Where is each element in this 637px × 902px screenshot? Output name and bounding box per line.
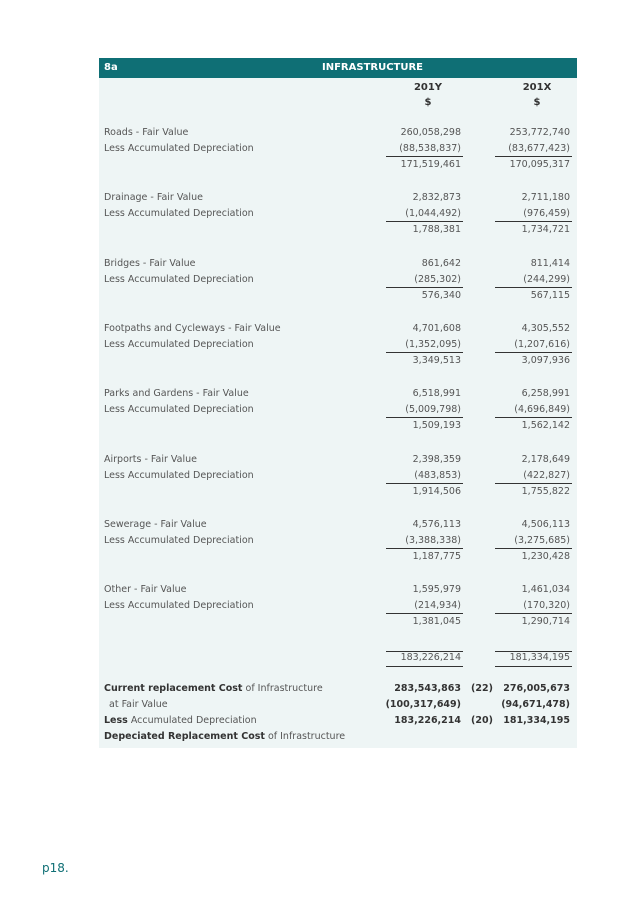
subtotal-rule: [495, 483, 572, 484]
net-value-prior: 1,290,714: [521, 616, 570, 627]
fair-value-label: Bridges - Fair Value: [104, 258, 196, 269]
fair-value-current: 4,701,608: [412, 323, 461, 334]
summary-value: 283,543,863: [394, 683, 461, 694]
depreciation-current: (3,388,338): [405, 535, 461, 546]
footnote-ref: (20): [471, 715, 493, 726]
note-header: [99, 58, 577, 78]
subtotal-rule: [386, 417, 463, 418]
fair-value-label: Parks and Gardens - Fair Value: [104, 388, 249, 399]
depreciation-prior: (1,207,616): [514, 339, 570, 350]
net-value-current: 1,381,045: [412, 616, 461, 627]
summary-line-fair-value: at Fair Value: [109, 699, 168, 710]
fair-value-label: Airports - Fair Value: [104, 454, 198, 465]
net-value-current: 1,914,506: [412, 486, 461, 497]
depreciation-label: Less Accumulated Depreciation: [104, 274, 254, 285]
depreciation-current: (1,044,492): [405, 208, 461, 219]
subtotal-rule: [495, 352, 572, 353]
subtotal-rule: [386, 221, 463, 222]
summary-value: 183,226,214: [394, 715, 461, 726]
fair-value-current: 2,398,359: [412, 454, 461, 465]
depreciation-current: (1,352,095): [405, 339, 461, 350]
depreciation-prior: (244,299): [523, 274, 570, 285]
net-value-prior: 1,230,428: [521, 551, 570, 562]
subtotal-rule: [386, 613, 463, 614]
depreciation-label: Less Accumulated Depreciation: [104, 535, 254, 546]
net-value-current: 171,519,461: [400, 159, 461, 170]
summary-value: 276,005,673: [503, 683, 570, 694]
depreciation-label: Less Accumulated Depreciation: [104, 600, 254, 611]
net-value-current: 1,788,381: [412, 224, 461, 235]
column-unit: $: [533, 97, 541, 108]
fair-value-prior: 1,461,034: [521, 584, 570, 595]
depreciation-current: (5,009,798): [405, 404, 461, 415]
summary-line-replacement-cost: Current replacement Cost of Infrastructure: [104, 683, 323, 694]
total-current: 183,226,214: [400, 652, 461, 663]
net-value-current: 3,349,513: [412, 355, 461, 366]
depreciation-current: (88,538,837): [399, 143, 461, 154]
column-header-current: [393, 80, 463, 110]
depreciation-label: Less Accumulated Depreciation: [104, 143, 254, 154]
fair-value-current: 260,058,298: [400, 127, 461, 138]
fair-value-label: Footpaths and Cycleways - Fair Value: [104, 323, 281, 334]
subtotal-rule: [495, 156, 572, 157]
depreciation-label: Less Accumulated Depreciation: [104, 208, 254, 219]
subtotal-rule: [386, 287, 463, 288]
depreciation-label: Less Accumulated Depreciation: [104, 470, 254, 481]
subtotal-rule: [386, 548, 463, 549]
column-header-prior: [502, 80, 572, 110]
note-number: 8a: [104, 62, 118, 73]
total-underline-current: [386, 666, 463, 667]
fair-value-prior: 4,506,113: [521, 519, 570, 530]
note-title: INFRASTRUCTURE: [322, 62, 424, 73]
net-value-prior: 567,115: [530, 290, 570, 301]
fair-value-label: Roads - Fair Value: [104, 127, 189, 138]
subtotal-rule: [386, 352, 463, 353]
depreciation-prior: (83,677,423): [508, 143, 570, 154]
fair-value-label: Other - Fair Value: [104, 584, 187, 595]
total-prior: 181,334,195: [509, 652, 570, 663]
summary-value: (94,671,478): [501, 699, 570, 710]
net-value-prior: 170,095,317: [509, 159, 570, 170]
fair-value-current: 861,642: [421, 258, 461, 269]
subtotal-rule: [495, 287, 572, 288]
depreciation-prior: (170,320): [523, 600, 570, 611]
net-value-current: 1,187,775: [412, 551, 461, 562]
depreciation-prior: (3,275,685): [514, 535, 570, 546]
depreciation-label: Less Accumulated Depreciation: [104, 404, 254, 415]
summary-value: 181,334,195: [503, 715, 570, 726]
column-year: 201X: [522, 82, 552, 93]
total-underline-prior: [495, 666, 572, 667]
page-number: p18.: [42, 861, 69, 875]
summary-line-depreciated-cost: Depeciated Replacement Cost of Infrastructure: [104, 731, 346, 742]
subtotal-rule: [386, 483, 463, 484]
depreciation-current: (285,302): [414, 274, 461, 285]
summary-line-depreciation: Less Accumulated Depreciation: [104, 715, 257, 726]
fair-value-prior: 811,414: [530, 258, 570, 269]
fair-value-current: 1,595,979: [412, 584, 461, 595]
depreciation-prior: (4,696,849): [514, 404, 570, 415]
subtotal-rule: [495, 613, 572, 614]
net-value-prior: 1,734,721: [521, 224, 570, 235]
fair-value-prior: 2,178,649: [521, 454, 570, 465]
depreciation-label: Less Accumulated Depreciation: [104, 339, 254, 350]
fair-value-current: 4,576,113: [412, 519, 461, 530]
depreciation-prior: (422,827): [523, 470, 570, 481]
fair-value-label: Sewerage - Fair Value: [104, 519, 207, 530]
subtotal-rule: [386, 156, 463, 157]
fair-value-prior: 6,258,991: [521, 388, 570, 399]
summary-value: (100,317,649): [385, 699, 461, 710]
subtotal-rule: [495, 221, 572, 222]
net-value-prior: 1,755,822: [521, 486, 570, 497]
net-value-current: 1,509,193: [412, 420, 461, 431]
fair-value-prior: 4,305,552: [521, 323, 570, 334]
column-year: 201Y: [413, 82, 443, 93]
net-value-current: 576,340: [421, 290, 461, 301]
footnote-ref: (22): [471, 683, 493, 694]
fair-value-label: Drainage - Fair Value: [104, 192, 203, 203]
fair-value-current: 6,518,991: [412, 388, 461, 399]
fair-value-current: 2,832,873: [412, 192, 461, 203]
subtotal-rule: [495, 548, 572, 549]
column-unit: $: [424, 97, 432, 108]
net-value-prior: 3,097,936: [521, 355, 570, 366]
depreciation-current: (483,853): [414, 470, 461, 481]
depreciation-prior: (976,459): [523, 208, 570, 219]
net-value-prior: 1,562,142: [521, 420, 570, 431]
fair-value-prior: 2,711,180: [521, 192, 570, 203]
fair-value-prior: 253,772,740: [509, 127, 570, 138]
subtotal-rule: [495, 417, 572, 418]
depreciation-current: (214,934): [414, 600, 461, 611]
